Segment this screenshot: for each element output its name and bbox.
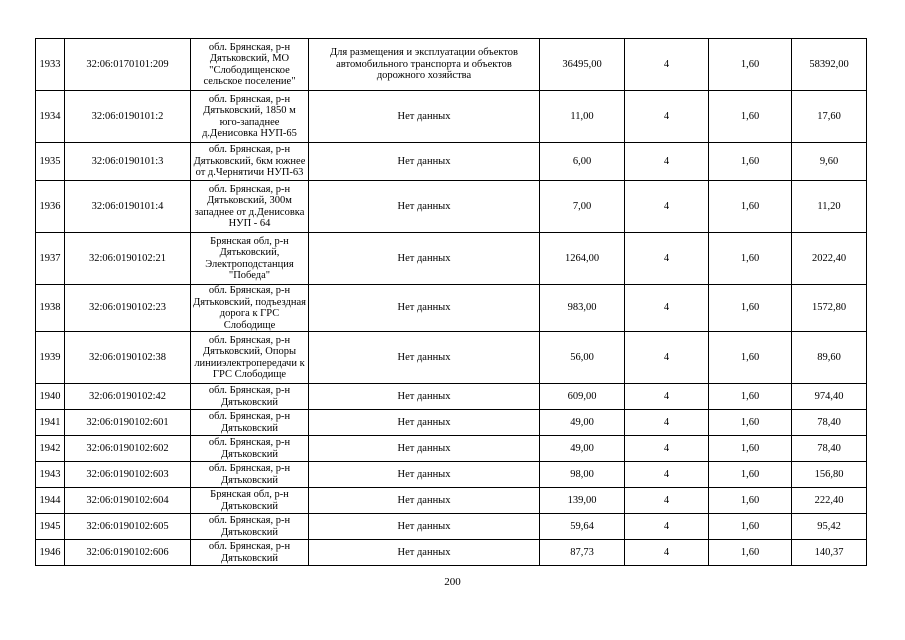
cell-purpose: Нет данных <box>309 181 540 233</box>
cell-value: 78,40 <box>792 410 867 436</box>
cell-rate: 1,60 <box>709 233 792 285</box>
cell-group: 4 <box>625 410 709 436</box>
cell-value: 974,40 <box>792 384 867 410</box>
cell-row-number: 1946 <box>36 540 65 566</box>
cell-purpose: Нет данных <box>309 488 540 514</box>
cell-address: обл. Брянская, р-н Дятьковский, 1850 м юго-западнее д.Денисовка НУП-65 <box>191 91 309 143</box>
cell-group: 4 <box>625 332 709 384</box>
cell-area: 1264,00 <box>540 233 625 285</box>
cell-purpose: Нет данных <box>309 514 540 540</box>
table-row <box>36 233 867 285</box>
cell-row-number: 1941 <box>36 410 65 436</box>
table-row <box>36 540 867 566</box>
cell-rate: 1,60 <box>709 436 792 462</box>
cell-address: обл. Брянская, р-н Дятьковский <box>191 436 309 462</box>
cell-area: 11,00 <box>540 91 625 143</box>
table-row <box>36 384 867 410</box>
table-row <box>36 181 867 233</box>
cell-rate: 1,60 <box>709 39 792 91</box>
cell-value: 78,40 <box>792 436 867 462</box>
cell-group: 4 <box>625 462 709 488</box>
cell-row-number: 1938 <box>36 285 65 332</box>
cell-purpose: Нет данных <box>309 462 540 488</box>
cell-rate: 1,60 <box>709 384 792 410</box>
cell-cadastral-number: 32:06:0170101:209 <box>65 39 191 91</box>
cell-address: обл. Брянская, р-н Дятьковский, МО "Слободищенское сельское поселение" <box>191 39 309 91</box>
table-row <box>36 514 867 540</box>
cell-row-number: 1939 <box>36 332 65 384</box>
cell-address: обл. Брянская, р-н Дятьковский <box>191 384 309 410</box>
cell-value: 11,20 <box>792 181 867 233</box>
cell-area: 6,00 <box>540 143 625 181</box>
cell-cadastral-number: 32:06:0190102:42 <box>65 384 191 410</box>
cell-area: 609,00 <box>540 384 625 410</box>
cell-area: 139,00 <box>540 488 625 514</box>
cell-rate: 1,60 <box>709 181 792 233</box>
cell-area: 7,00 <box>540 181 625 233</box>
cell-group: 4 <box>625 143 709 181</box>
cell-purpose: Нет данных <box>309 233 540 285</box>
table-row <box>36 39 867 91</box>
cell-cadastral-number: 32:06:0190102:603 <box>65 462 191 488</box>
cell-cadastral-number: 32:06:0190102:605 <box>65 514 191 540</box>
cell-value: 58392,00 <box>792 39 867 91</box>
cell-area: 59,64 <box>540 514 625 540</box>
cell-value: 9,60 <box>792 143 867 181</box>
cell-purpose: Нет данных <box>309 540 540 566</box>
cell-area: 983,00 <box>540 285 625 332</box>
cell-rate: 1,60 <box>709 91 792 143</box>
table-row <box>36 91 867 143</box>
cell-value: 140,37 <box>792 540 867 566</box>
cell-group: 4 <box>625 233 709 285</box>
cell-cadastral-number: 32:06:0190102:21 <box>65 233 191 285</box>
cell-address: Брянская обл, р-н Дятьковский, Электроподстанция "Победа" <box>191 233 309 285</box>
cell-purpose: Для размещения и эксплуатации объектов автомобильного транспорта и объектов дорожного хозяйства <box>309 39 540 91</box>
cell-group: 4 <box>625 39 709 91</box>
cell-cadastral-number: 32:06:0190102:606 <box>65 540 191 566</box>
registry-table <box>35 38 867 566</box>
cell-value: 95,42 <box>792 514 867 540</box>
cell-address: обл. Брянская, р-н Дятьковский, 300м западнее от д.Денисовка НУП - 64 <box>191 181 309 233</box>
cell-purpose: Нет данных <box>309 436 540 462</box>
cell-rate: 1,60 <box>709 332 792 384</box>
cell-row-number: 1940 <box>36 384 65 410</box>
cell-cadastral-number: 32:06:0190102:38 <box>65 332 191 384</box>
cell-address: обл. Брянская, р-н Дятьковский <box>191 410 309 436</box>
cell-rate: 1,60 <box>709 143 792 181</box>
cell-rate: 1,60 <box>709 462 792 488</box>
cell-purpose: Нет данных <box>309 410 540 436</box>
cell-address: обл. Брянская, р-н Дятьковский <box>191 514 309 540</box>
cell-address: обл. Брянская, р-н Дятьковский, 6км южнее от д.Чернятичи НУП-63 <box>191 143 309 181</box>
cell-row-number: 1935 <box>36 143 65 181</box>
cell-area: 49,00 <box>540 436 625 462</box>
cell-value: 2022,40 <box>792 233 867 285</box>
cell-rate: 1,60 <box>709 514 792 540</box>
cell-group: 4 <box>625 488 709 514</box>
cell-rate: 1,60 <box>709 410 792 436</box>
cell-area: 98,00 <box>540 462 625 488</box>
cell-purpose: Нет данных <box>309 285 540 332</box>
table-row <box>36 410 867 436</box>
cell-row-number: 1942 <box>36 436 65 462</box>
cell-row-number: 1936 <box>36 181 65 233</box>
cell-row-number: 1933 <box>36 39 65 91</box>
table-row <box>36 332 867 384</box>
registry-body <box>36 39 867 566</box>
cell-group: 4 <box>625 91 709 143</box>
cell-address: обл. Брянская, р-н Дятьковский, Опоры линииэлектропередачи к ГРС Слободище <box>191 332 309 384</box>
cell-purpose: Нет данных <box>309 384 540 410</box>
cell-cadastral-number: 32:06:0190102:604 <box>65 488 191 514</box>
table-row <box>36 436 867 462</box>
cell-value: 222,40 <box>792 488 867 514</box>
cell-cadastral-number: 32:06:0190102:23 <box>65 285 191 332</box>
cell-address: Брянская обл, р-н Дятьковский <box>191 488 309 514</box>
cell-row-number: 1943 <box>36 462 65 488</box>
cell-cadastral-number: 32:06:0190101:3 <box>65 143 191 181</box>
cell-group: 4 <box>625 540 709 566</box>
cell-cadastral-number: 32:06:0190102:601 <box>65 410 191 436</box>
cell-value: 156,80 <box>792 462 867 488</box>
table-row <box>36 462 867 488</box>
cell-area: 56,00 <box>540 332 625 384</box>
cell-area: 36495,00 <box>540 39 625 91</box>
cell-group: 4 <box>625 514 709 540</box>
cell-cadastral-number: 32:06:0190101:4 <box>65 181 191 233</box>
cell-row-number: 1945 <box>36 514 65 540</box>
table-row <box>36 488 867 514</box>
cell-row-number: 1944 <box>36 488 65 514</box>
table-row <box>36 143 867 181</box>
cell-address: обл. Брянская, р-н Дятьковский <box>191 462 309 488</box>
cell-cadastral-number: 32:06:0190102:602 <box>65 436 191 462</box>
cell-rate: 1,60 <box>709 540 792 566</box>
cell-area: 87,73 <box>540 540 625 566</box>
cell-purpose: Нет данных <box>309 332 540 384</box>
cell-address: обл. Брянская, р-н Дятьковский, подъездная дорога к ГРС Слободище <box>191 285 309 332</box>
cell-address: обл. Брянская, р-н Дятьковский <box>191 540 309 566</box>
cell-area: 49,00 <box>540 410 625 436</box>
cell-group: 4 <box>625 285 709 332</box>
table-row <box>36 285 867 332</box>
cell-row-number: 1934 <box>36 91 65 143</box>
cell-rate: 1,60 <box>709 488 792 514</box>
cell-cadastral-number: 32:06:0190101:2 <box>65 91 191 143</box>
cell-row-number: 1937 <box>36 233 65 285</box>
cell-group: 4 <box>625 436 709 462</box>
cell-value: 89,60 <box>792 332 867 384</box>
cell-group: 4 <box>625 181 709 233</box>
cell-value: 17,60 <box>792 91 867 143</box>
cell-purpose: Нет данных <box>309 143 540 181</box>
cell-value: 1572,80 <box>792 285 867 332</box>
page-number: 200 <box>444 576 461 588</box>
cell-rate: 1,60 <box>709 285 792 332</box>
cell-group: 4 <box>625 384 709 410</box>
cell-purpose: Нет данных <box>309 91 540 143</box>
